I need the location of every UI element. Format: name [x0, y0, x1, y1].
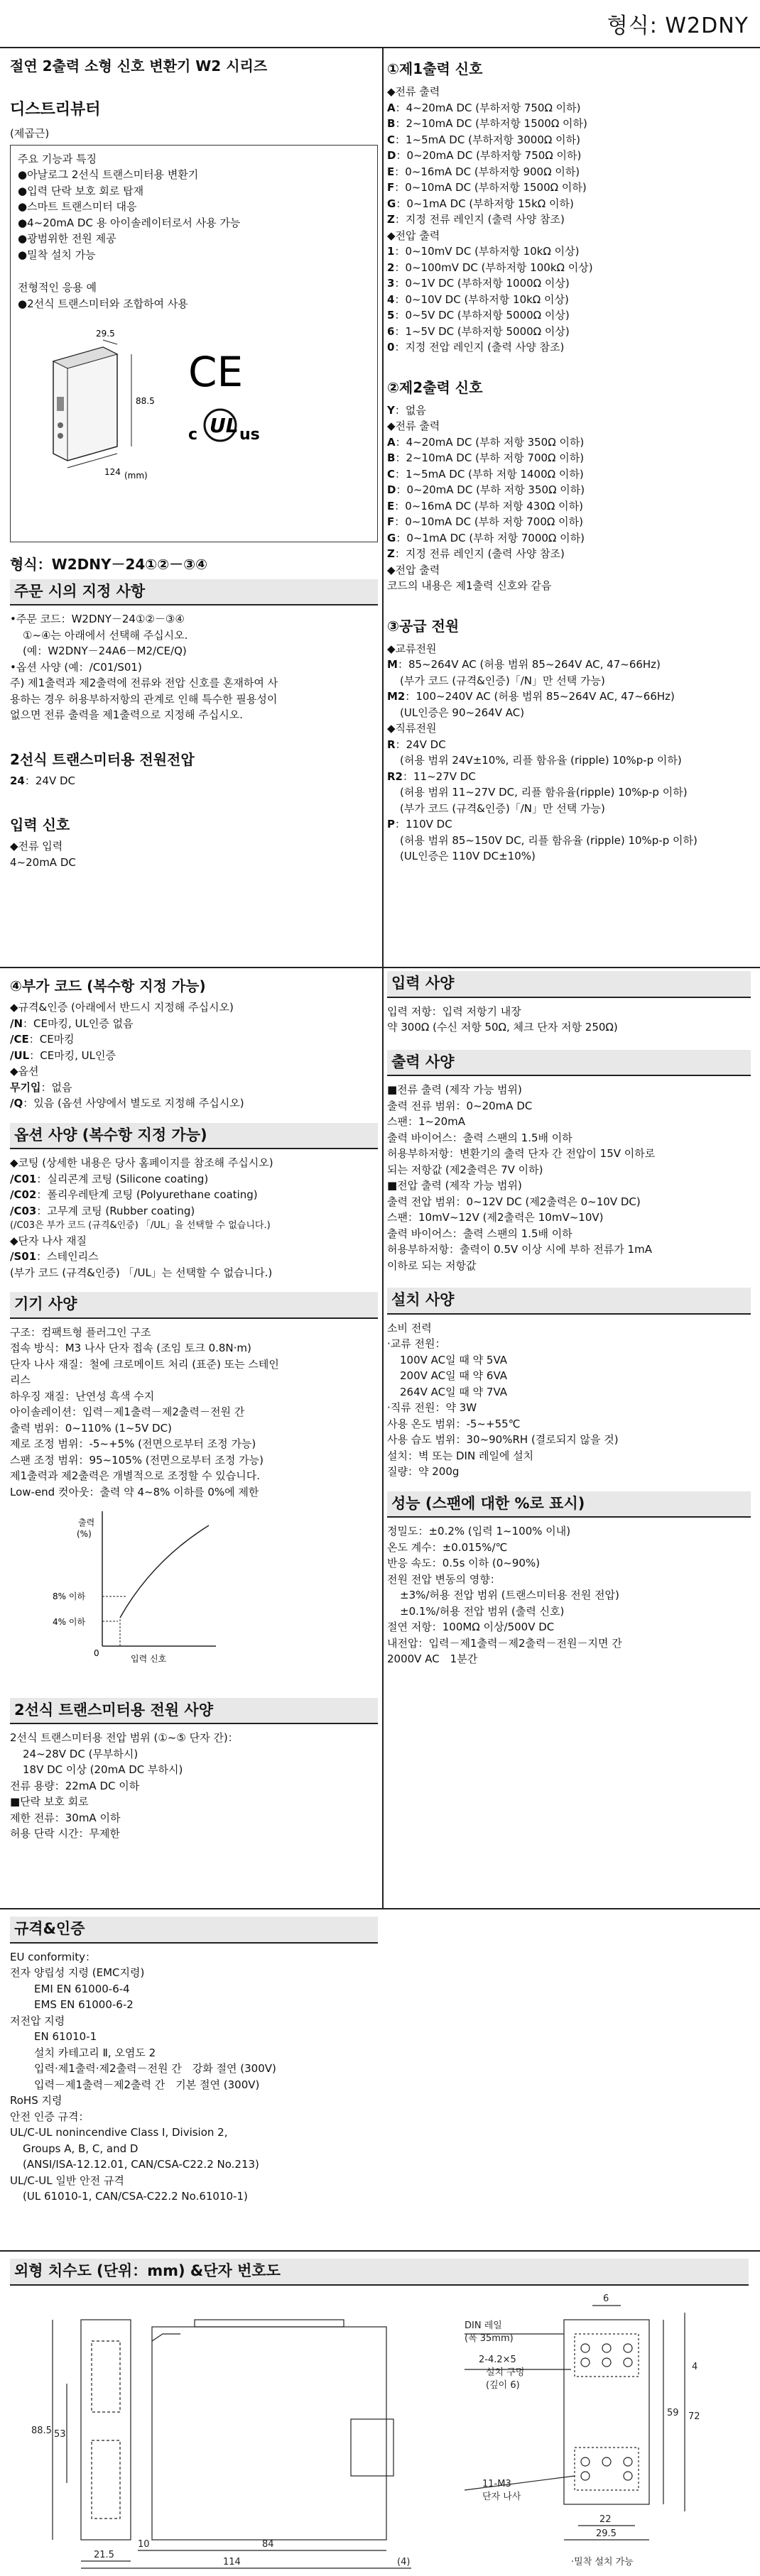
output1-voltage-code: 1：0~10mV DC (부하저항 10kΩ 이상) — [387, 245, 580, 258]
dim-53: 53 — [54, 2428, 66, 2440]
order-line: •옵션 사양 (예：/C01/S01) — [10, 660, 142, 674]
graph-8-label: 8% 이하 — [53, 1591, 86, 1601]
feature-item: ●아날로그 2선식 트랜스미터용 변환기 — [18, 168, 199, 181]
output1-voltage-code: 3：0~1V DC (부하저항 1000Ω 이상) — [387, 277, 570, 290]
order-line: 주) 제1출력과 제2출력에 전류와 전압 신호를 혼재하여 사 — [10, 676, 278, 689]
standards-line: 안전 인증 규격： — [10, 2110, 89, 2123]
standards-line: EU conformity： — [10, 1950, 97, 1963]
install-spec-line: 소비 전력 — [387, 1321, 432, 1334]
order-line: •주문 코드：W2DNY－24①②－③④ — [10, 613, 185, 625]
terminal-screw-label: 11-M3 — [482, 2478, 511, 2489]
graph-y-unit: (%) — [77, 1529, 92, 1539]
standards-column — [10, 1912, 378, 2205]
output-spec-line: 허용부하저항：변환기의 출력 단자 간 전압이 15V 이하로 — [387, 1147, 656, 1160]
standards-line: UL/C-UL nonincendive Class I, Division 2, — [10, 2126, 228, 2139]
graph-4-label: 4% 이하 — [53, 1617, 86, 1627]
power-ac-line: M：85~264V AC (허용 범위 85~264V AC, 47~66Hz) — [387, 658, 661, 671]
performance-heading: 성능 (스팬에 대한 %로 표시) — [387, 1491, 751, 1518]
install-spec-line: 설치：벽 또는 DIN 레일에 설치 — [387, 1449, 534, 1462]
mount-hole-label: 2-4.2×5 — [479, 2354, 516, 2365]
graph-y-label: 출력 — [78, 1518, 95, 1528]
output2-current-code: A：4~20mA DC (부하 저항 350Ω 이하) — [387, 435, 585, 449]
tw-power-heading: 2선식 트랜스미터용 전원 사양 — [10, 1698, 378, 1725]
input-spec-heading: 입력 사양 — [387, 971, 751, 998]
output1-current-head: ◆전류 출력 — [387, 85, 440, 98]
right-column-top — [387, 55, 751, 865]
options-terminal-line: /S01：스테인리스 — [10, 1250, 99, 1263]
output1-current-code: B：2~10mA DC (부하저항 1500Ω 이하) — [387, 117, 587, 130]
performance-line: 절연 저항：100MΩ 이상/500V DC — [387, 1621, 555, 1633]
dim-height-label: 88.5 — [136, 396, 155, 406]
option-coating-code: /C03：고무계 코팅 (Rubber coating) — [10, 1204, 195, 1217]
option-coating-code: /C01：실리콘계 코팅 (Silicone coating) — [10, 1172, 209, 1185]
output1-voltage-code: 6：1~5V DC (부하저항 5000Ω 이상) — [387, 324, 570, 338]
power-dc-line: P：110V DC — [387, 818, 452, 831]
dim-29.5: 29.5 — [596, 2528, 617, 2539]
input-spec-line: 약 300Ω (수신 저항 50Ω, 체크 단자 저항 250Ω) — [387, 1021, 618, 1034]
device-spec-line: 스팬 조정 범위：95~105% (전면으로부터 조정 가능) — [10, 1453, 264, 1467]
output1-voltage-code: 0：지정 전압 레인지 (출력 사양 참조) — [387, 341, 565, 353]
options-head: ◆코팅 (상세한 내용은 당사 홈페이지를 참조해 주십시오) — [10, 1156, 273, 1169]
device-spec-line: 구조：컴팩트형 플러그인 구조 — [10, 1325, 151, 1339]
model-title: 형식: W2DNY — [607, 13, 749, 38]
standards-line: UL/C-UL 일반 안전 규격 — [10, 2174, 124, 2187]
input-spec-line: 입력 저항：입력 저항기 내장 — [387, 1004, 521, 1018]
output-spec-line: 스팬：10mV~12V (제2출력은 10mV~10V) — [387, 1211, 604, 1224]
performance-line: 내전압：입력－제1출력－제2출력－전원－지면 간 — [387, 1636, 622, 1650]
power-ac-head: ◆교류전원 — [387, 642, 437, 655]
performance-line: 정밀도：±0.2% (입력 1~100% 이내) — [387, 1525, 571, 1538]
power-dc-line: R：24V DC — [387, 738, 446, 751]
feature-item: ●밀착 설치 가능 — [18, 248, 96, 261]
standards-line: EN 61010-1 — [34, 2030, 97, 2043]
tw-power-line: ■단락 보호 회로 — [10, 1795, 89, 1808]
svg-text:UL: UL — [210, 414, 239, 437]
power-ac-line: (부가 코드 (규격&인증)「/N」만 선택 가능) — [400, 674, 605, 687]
performance-line: 2000V AC 1분간 — [387, 1653, 478, 1665]
output-spec-line: ■전압 출력 (제작 가능 범위) — [387, 1179, 522, 1192]
dim-72: 72 — [688, 2411, 700, 2422]
output-spec-line: 출력 바이어스：출력 스팬의 1.5배 이하 — [387, 1227, 572, 1240]
dim-21.5: 21.5 — [94, 2549, 114, 2560]
addon-option-code: 무기입：없음 — [10, 1080, 72, 1094]
lowend-cutout-graph — [53, 1504, 223, 1667]
section-divider — [0, 967, 760, 968]
options-terminal-note: (부가 코드 (규격&인증) 「/UL」는 선택할 수 없습니다.) — [10, 1266, 273, 1279]
svg-text:c: c — [188, 426, 198, 444]
addon-code: /UL：CE마킹, UL인증 — [10, 1048, 116, 1062]
addon-option-head: ◆옵션 — [10, 1065, 39, 1078]
header-bar — [0, 0, 760, 48]
feature-item: ●입력 단락 보호 회로 탑재 — [18, 184, 144, 197]
output-spec-line: 출력 전류 범위：0~20mA DC — [387, 1099, 533, 1112]
feature-item: ●4~20mA DC 용 아이솔레이터로서 사용 가능 — [18, 216, 241, 229]
standards-line: (UL 61010-1, CAN/CSA-C22.2 No.61010-1) — [23, 2190, 248, 2203]
features-title: 주요 기능과 특징 — [18, 152, 97, 165]
tw-power-line: 제한 전류：30mA 이하 — [10, 1811, 121, 1824]
usage-title: 전형적인 응용 예 — [18, 281, 97, 294]
install-spec-line: 사용 습도 범위：30~90%RH (결로되지 않을 것) — [387, 1433, 619, 1446]
output2-current-code: E：0~16mA DC (부하 저항 430Ω 이하) — [387, 499, 583, 513]
model-code-heading: 형식：W2DNY－24①②－③④ — [10, 555, 208, 573]
dim-unit-label: (mm) — [124, 471, 148, 481]
standards-line: 설치 카테고리 Ⅱ, 오염도 2 — [34, 2046, 156, 2059]
dim-4: (4) — [397, 2556, 411, 2567]
tw-power-line: 전류 용량：22mA DC 이하 — [10, 1779, 140, 1792]
dim-22: 22 — [599, 2514, 612, 2525]
standards-heading: 규격&인증 — [10, 1917, 378, 1944]
left-column-top — [10, 55, 378, 870]
mount-hole-sub2: (깊이 6) — [486, 2379, 520, 2391]
output-spec-line: 출력 바이어스：출력 스팬의 1.5배 이하 — [387, 1131, 572, 1144]
tw-power-line: 24~28V DC (무부하시) — [23, 1747, 139, 1760]
graph-zero-label: 0 — [94, 1648, 99, 1658]
addon-code: /CE：CE마킹 — [10, 1033, 75, 1046]
ul-mark-logo — [188, 410, 260, 444]
output1-voltage-code: 5：0~5V DC (부하저항 5000Ω 이상) — [387, 309, 570, 322]
dimension-drawing — [10, 2291, 749, 2575]
tw-power-line: 2선식 트랜스미터용 전압 범위 (①~⑤ 단자 간)： — [10, 1731, 239, 1744]
graph-x-label: 입력 신호 — [131, 1654, 167, 1664]
product-subtitle: (제곱근) — [10, 127, 50, 140]
tw-power-line: 허용 단락 시간：무제한 — [10, 1827, 120, 1840]
input-signal-line: ◆전류 입력 — [10, 840, 63, 853]
output1-current-code: C：1~5mA DC (부하저항 3000Ω 이하) — [387, 133, 580, 146]
output1-current-code: D：0~20mA DC (부하저항 750Ω 이하) — [387, 149, 582, 162]
device-spec-heading: 기기 사양 — [10, 1292, 378, 1319]
addon-code: /N：CE마킹, UL인증 없음 — [10, 1016, 134, 1030]
options-heading: 옵션 사양 (복수항 지정 가능) — [10, 1123, 378, 1150]
addon-head: ◆규격&인증 (아래에서 반드시 지정해 주십시오) — [10, 1001, 234, 1014]
power-dc-line: R2：11~27V DC — [387, 769, 476, 783]
addon-option-code: /Q：있음 (옵션 사양에서 별도로 지정해 주십시오) — [10, 1097, 244, 1109]
device-spec-line: 접속 방식：M3 나사 단자 접속 (조임 토크 0.8N·m) — [10, 1342, 251, 1354]
device-spec-line: 제로 조정 범위：-5~+5% (전면으로부터 조정 가능) — [10, 1437, 256, 1450]
standards-line: Groups A, B, C, and D — [23, 2142, 139, 2155]
dim-width-label: 29.5 — [96, 329, 115, 339]
options-note: (/C03은 부가 코드 (규격&인증) 「/UL」을 선택할 수 없습니다.) — [10, 1220, 271, 1231]
standards-line: EMS EN 61000-6-2 — [34, 1998, 134, 2011]
order-line: ①~④는 아래에서 선택해 주십시오. — [23, 628, 188, 642]
install-spec-line: 200V AC일 때 약 6VA — [400, 1369, 508, 1382]
power-ac-line: (UL인증은 90~264V AC) — [400, 706, 525, 719]
standards-line: EMI EN 61000-6-4 — [34, 1982, 130, 1995]
power-dc-line: (부가 코드 (규격&인증)「/N」만 선택 가능) — [400, 801, 605, 815]
two-wire-power-heading: 2선식 트랜스미터용 전원전압 — [10, 750, 195, 768]
dim-depth-label: 124 — [104, 467, 121, 477]
output-spec-line: 이하로 되는 저항값 — [387, 1259, 477, 1272]
features-box — [10, 145, 378, 542]
output1-heading: ①제1출력 신호 — [387, 60, 483, 77]
output2-current-code: G：0~1mA DC (부하 저항 7000Ω 이하) — [387, 531, 585, 544]
dim-4b: 4 — [692, 2361, 698, 2372]
order-info-heading: 주문 시의 지정 사항 — [10, 579, 378, 606]
dim-10: 10 — [138, 2538, 150, 2550]
section-divider — [0, 1908, 760, 1909]
output1-current-code: A：4~20mA DC (부하저항 750Ω 이하) — [387, 101, 581, 114]
output1-current-code: Z：지정 전류 레인지 (출력 사양 참조) — [387, 213, 565, 226]
dim-84: 84 — [262, 2538, 274, 2550]
output-spec-line: 스팬：1~20mA — [387, 1115, 466, 1128]
product-illustration — [18, 319, 359, 482]
standards-line: (ANSI/ISA-12.12.01, CAN/CSA-C22.2 No.213) — [23, 2158, 259, 2171]
standards-line: 입력·제1출력·제2출력－전원 간 강화 절연 (300V) — [34, 2062, 276, 2075]
device-spec-line: 제1출력과 제2출력은 개별적으로 조정할 수 있습니다. — [10, 1469, 260, 1482]
product-name: 디스트리뷰터 — [10, 101, 101, 119]
output2-none: Y：없음 — [387, 403, 426, 417]
performance-line: 온도 계수：±0.015%/℃ — [387, 1540, 508, 1554]
performance-line: 반응 속도：0.5s 이하 (0~90%) — [387, 1557, 541, 1569]
dimensions-heading: 외형 치수도 (단위：mm) &단자 번호도 — [10, 2259, 749, 2286]
output-spec-line: 출력 전압 범위：0~12V DC (제2출력은 0~10V DC) — [387, 1195, 641, 1208]
standards-line: 입력－제1출력－제2출력 간 기본 절연 (300V) — [34, 2078, 260, 2091]
feature-item: ●광범위한 전원 제공 — [18, 232, 116, 245]
standards-line: 전자 양립성 지령 (EMC지령) — [10, 1966, 145, 1979]
output1-current-code: F：0~10mA DC (부하저항 1500Ω 이하) — [387, 181, 587, 194]
output2-current-code: D：0~20mA DC (부하 저항 350Ω 이하) — [387, 483, 585, 496]
output2-current-code: C：1~5mA DC (부하 저항 1400Ω 이하) — [387, 467, 584, 481]
performance-line: ±3%/허용 전압 범위 (트랜스미터용 전원 전압) — [400, 1589, 619, 1601]
install-spec-line: 질량：약 200g — [387, 1465, 460, 1478]
section-divider — [0, 2250, 760, 2252]
power-dc-head: ◆직류전원 — [387, 722, 437, 735]
output1-current-code: G：0~1mA DC (부하저항 15kΩ 이하) — [387, 197, 574, 210]
column-divider — [382, 48, 384, 967]
output-spec-line: 되는 저항값 (제2출력은 7V 이하) — [387, 1163, 543, 1176]
output2-current-code: Z：지정 전류 레인지 (출력 사양 참조) — [387, 547, 565, 560]
output2-current-code: F：0~10mA DC (부하 저항 700Ω 이하) — [387, 515, 583, 528]
order-line: 용하는 경우 허용부하저항의 관계로 인해 특수한 필용성이 — [10, 692, 278, 706]
output2-voltage-note: 코드의 내용은 제1출력 신호와 같음 — [387, 579, 552, 592]
feature-item: ●스마트 트랜스미터 대응 — [18, 200, 137, 213]
power-dc-line: (허용 범위 11~27V DC, 리플 함유율(ripple) 10%p-p 이하) — [400, 786, 688, 799]
power-dc-line: (UL인증은 110V DC±10%) — [400, 850, 536, 862]
output-spec-heading: 출력 사양 — [387, 1050, 751, 1077]
input-signal-heading: 입력 신호 — [10, 816, 70, 833]
power-ac-line: M2：100~240V AC (허용 범위 85~264V AC, 47~66Hz) — [387, 690, 675, 703]
power-heading: ③공급 전원 — [387, 617, 460, 635]
close-mount-note: ·밀착 설치 가능 — [571, 2556, 634, 2567]
performance-line: ±0.1%/허용 전압 범위 (출력 신호) — [400, 1604, 565, 1618]
output-spec-line: ■전류 출력 (제작 가능 범위) — [387, 1083, 522, 1096]
addon-heading: ④부가 코드 (복수항 지정 가능) — [10, 977, 206, 994]
svg-text:us: us — [239, 426, 260, 444]
din-rail-label: DIN 레일 — [465, 2320, 502, 2331]
dim-6: 6 — [603, 2293, 609, 2304]
options-terminal-head: ◆단자 나사 재질 — [10, 1234, 87, 1247]
output2-heading: ②제2출력 신호 — [387, 378, 483, 396]
install-spec-line: 사용 온도 범위：-5~+55℃ — [387, 1417, 521, 1430]
right-column-middle — [387, 971, 751, 1667]
left-column-middle — [10, 971, 378, 1842]
output2-voltage-head: ◆전압 출력 — [387, 563, 440, 576]
option-coating-code: /C02：폴리우레탄계 코팅 (Polyurethane coating) — [10, 1188, 258, 1201]
output1-voltage-code: 2：0~100mV DC (부하저항 100kΩ 이상) — [387, 261, 593, 274]
device-spec-line: Low-end 컷아웃：출력 약 4~8% 이하를 0%에 제한 — [10, 1485, 259, 1498]
input-signal-line: 4~20mA DC — [10, 855, 76, 869]
tw-power-line: 18V DC 이상 (20mA DC 부하시) — [23, 1763, 183, 1776]
standards-line: RoHS 지령 — [10, 2094, 63, 2107]
device-spec-line: 출력 범위：0~110% (1~5V DC) — [10, 1421, 172, 1435]
series-title: 절연 2출력 소형 신호 변환기 W2 시리즈 — [10, 57, 268, 75]
device-spec-line: 하우징 재질：난연성 흑색 수지 — [10, 1389, 155, 1403]
output-spec-line: 허용부하저항：출력이 0.5V 이상 시에 부하 전류가 1mA — [387, 1243, 652, 1256]
order-line: 없으면 전류 출력을 제1출력으로 지정해 주십시오. — [10, 708, 243, 721]
dimensions-column — [10, 2254, 749, 2576]
terminal-screw-sub: 단자 나사 — [482, 2491, 521, 2502]
output2-current-head: ◆전류 출력 — [387, 420, 440, 432]
install-spec-line: 264V AC일 때 약 7VA — [400, 1385, 508, 1398]
output1-voltage-head: ◆전압 출력 — [387, 229, 440, 242]
device-spec-line: 아이솔레이션：입력－제1출력－제2출력－전원 간 — [10, 1405, 245, 1418]
device-spec-line: 리스 — [10, 1374, 31, 1386]
output1-voltage-code: 4：0~10V DC (부하저항 10kΩ 이상) — [387, 292, 569, 306]
two-wire-power-value: 24：24V DC — [10, 774, 76, 787]
order-line: (예：W2DNY－24A6－M2/CE/Q) — [23, 645, 187, 657]
dim-59: 59 — [667, 2407, 679, 2418]
output2-current-code: B：2~10mA DC (부하 저항 700Ω 이하) — [387, 451, 585, 464]
din-rail-width: (폭 35mm) — [465, 2333, 514, 2344]
install-spec-line: ·직류 전원：약 3W — [387, 1401, 477, 1414]
power-dc-line: (허용 범위 24V±10%, 리플 함유율 (ripple) 10%p-p 이하) — [400, 754, 682, 767]
mount-hole-sub1: 설치 구멍 — [486, 2367, 525, 2378]
device-spec-line: 단자 나사 재질：철에 크로메이트 처리 (표준) 또는 스테인 — [10, 1357, 279, 1371]
column-divider — [382, 967, 384, 1908]
install-spec-line: ·교류 전원： — [387, 1337, 446, 1350]
standards-line: 저전압 지령 — [10, 2014, 65, 2027]
ce-mark-logo: CE — [188, 348, 244, 396]
output1-current-code: E：0~16mA DC (부하저항 900Ω 이하) — [387, 165, 580, 178]
power-dc-line: (허용 범위 85~150V DC, 리플 함유율 (ripple) 10%p-p 이하) — [400, 833, 697, 847]
install-spec-line: 100V AC일 때 약 5VA — [400, 1353, 508, 1366]
dim-88.5: 88.5 — [31, 2425, 52, 2436]
performance-line: 전원 전압 변동의 영향： — [387, 1572, 501, 1586]
dim-114: 114 — [223, 2556, 241, 2567]
usage-item: ●2선식 트랜스미터와 조합하여 사용 — [18, 297, 188, 310]
install-spec-heading: 설치 사양 — [387, 1288, 751, 1315]
